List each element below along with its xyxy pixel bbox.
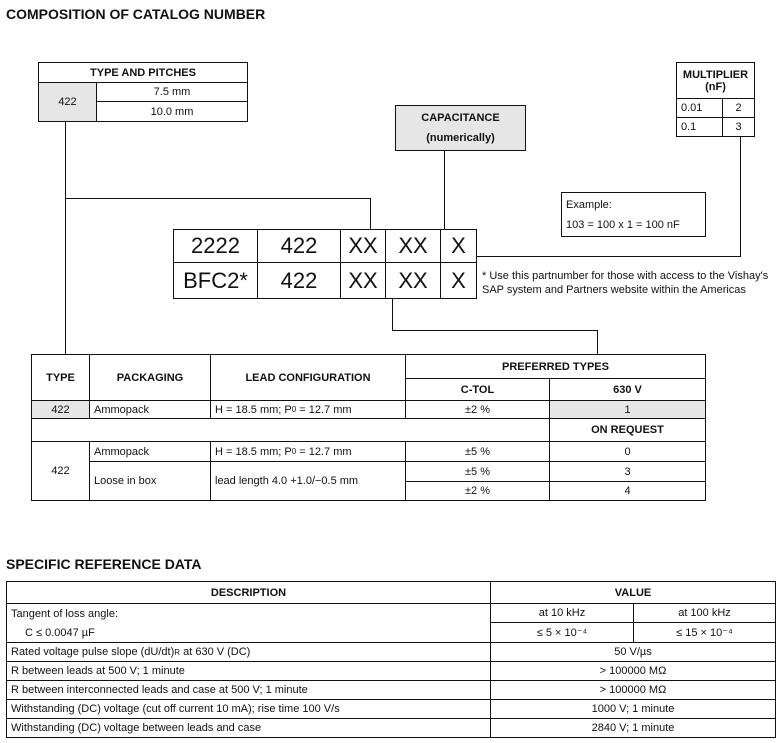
connector-line [476, 256, 741, 257]
code-capacitance: XX [340, 229, 386, 263]
connector-line [392, 330, 598, 331]
code-cell: 1 [549, 400, 706, 419]
capacitance-label: CAPACITANCE [421, 112, 500, 124]
capacitance-sub: (numerically) [426, 132, 495, 144]
reference-title: SPECIFIC REFERENCE DATA [6, 556, 202, 572]
ref-value: 2840 V; 1 minute [490, 718, 776, 738]
multiplier-header [676, 62, 755, 99]
col-preferred: PREFERRED TYPES [405, 354, 706, 379]
lead-cell: H = 18.5 mm; P 0 = 12.7 mm [210, 400, 406, 419]
code-cell: 3 [549, 461, 706, 482]
col-description: DESCRIPTION [6, 581, 491, 604]
ref-value: > 100000 MΩ [490, 680, 776, 700]
multiplier-value: 0.01 [676, 98, 723, 118]
code-type: 422 [257, 229, 341, 263]
ref-desc: Withstanding (DC) voltage (cut off current 10 mA); rise time 100 V/s [6, 699, 491, 719]
ref-desc: R between interconnected leads and case at 500 V; 1 minute [6, 680, 491, 700]
pulse-value: 50 V/µs [490, 642, 776, 662]
multiplier-unit: (nF) [705, 80, 726, 93]
code-packaging: XX [385, 229, 441, 263]
connector-line [597, 330, 598, 354]
connector-line [370, 198, 371, 229]
code-cell: 0 [549, 441, 706, 462]
capacitance-box [395, 105, 526, 151]
code-multiplier: X [440, 229, 477, 263]
ctol-cell: ±5 % [405, 441, 550, 462]
example-label: Example: [566, 198, 612, 211]
footnote: * Use this partnumber for those with access to the Vishay's SAP system and Partners website within the Americas [482, 270, 769, 296]
freq-10khz: at 10 kHz [490, 603, 634, 623]
multiplier-code: 3 [722, 117, 755, 137]
blank-cell [31, 418, 550, 442]
connector-line [392, 298, 393, 331]
lead-cell: H = 18.5 mm; P 0 = 12.7 mm [210, 441, 406, 462]
ref-desc: Withstanding (DC) voltage between leads and case [6, 718, 491, 738]
connector-line [740, 137, 741, 257]
col-packaging: PACKAGING [89, 354, 211, 401]
type-cell: 422 [38, 82, 97, 122]
code-cell: 4 [549, 481, 706, 501]
col-voltage: 630 V [549, 378, 706, 401]
col-lead: LEAD CONFIGURATION [210, 354, 406, 401]
pulse-desc: Rated voltage pulse slope (dU/dt) R at 630 V (DC) [6, 642, 491, 662]
code-packaging: XX [385, 262, 441, 299]
tangent-condition: C ≤ 0.0047 µF [25, 626, 95, 639]
ref-value: > 100000 MΩ [490, 661, 776, 681]
col-type: TYPE [31, 354, 90, 401]
code-type: 422 [257, 262, 341, 299]
code-capacitance: XX [340, 262, 386, 299]
code-series-alt: BFC2* [173, 262, 258, 299]
tangent-desc [6, 603, 491, 643]
tangent-value-100khz: ≤ 15 × 10⁻⁴ [633, 622, 776, 643]
ref-desc: R between leads at 500 V; 1 minute [6, 661, 491, 681]
tangent-value-10khz: ≤ 5 × 10⁻⁴ [490, 622, 634, 643]
on-request-header: ON REQUEST [549, 418, 706, 442]
ref-value: 1000 V; 1 minute [490, 699, 776, 719]
pitch-1: 7.5 mm [96, 82, 248, 102]
pitch-2: 10.0 mm [96, 101, 248, 122]
code-multiplier: X [440, 262, 477, 299]
multiplier-value: 0.1 [676, 117, 723, 137]
multiplier-code: 2 [722, 98, 755, 118]
tangent-label: Tangent of loss angle: [11, 607, 119, 620]
type-cell: 422 [31, 400, 90, 419]
type-cell: 422 [31, 441, 90, 501]
ctol-cell: ±2 % [405, 400, 550, 419]
packaging-cell: Ammopack [89, 441, 211, 462]
freq-100khz: at 100 kHz [633, 603, 776, 623]
multiplier-label: MULTIPLIER [682, 68, 749, 81]
type-pitches-header: TYPE AND PITCHES [38, 62, 248, 83]
example-box [561, 192, 706, 237]
col-value: VALUE [490, 581, 776, 604]
ctol-cell: ±5 % [405, 461, 550, 482]
packaging-cell: Ammopack [89, 400, 211, 419]
connector-line [444, 150, 445, 229]
lead-cell: lead length 4.0 +1.0/−0.5 mm [210, 461, 406, 501]
connector-line [65, 198, 371, 199]
ctol-cell: ±2 % [405, 481, 550, 501]
example-text: 103 = 100 x 1 = 100 nF [566, 218, 680, 231]
packaging-cell: Loose in box [89, 461, 211, 501]
code-series: 2222 [173, 229, 258, 263]
composition-title: COMPOSITION OF CATALOG NUMBER [6, 6, 266, 22]
connector-line [65, 121, 66, 354]
col-ctol: C-TOL [405, 378, 550, 401]
